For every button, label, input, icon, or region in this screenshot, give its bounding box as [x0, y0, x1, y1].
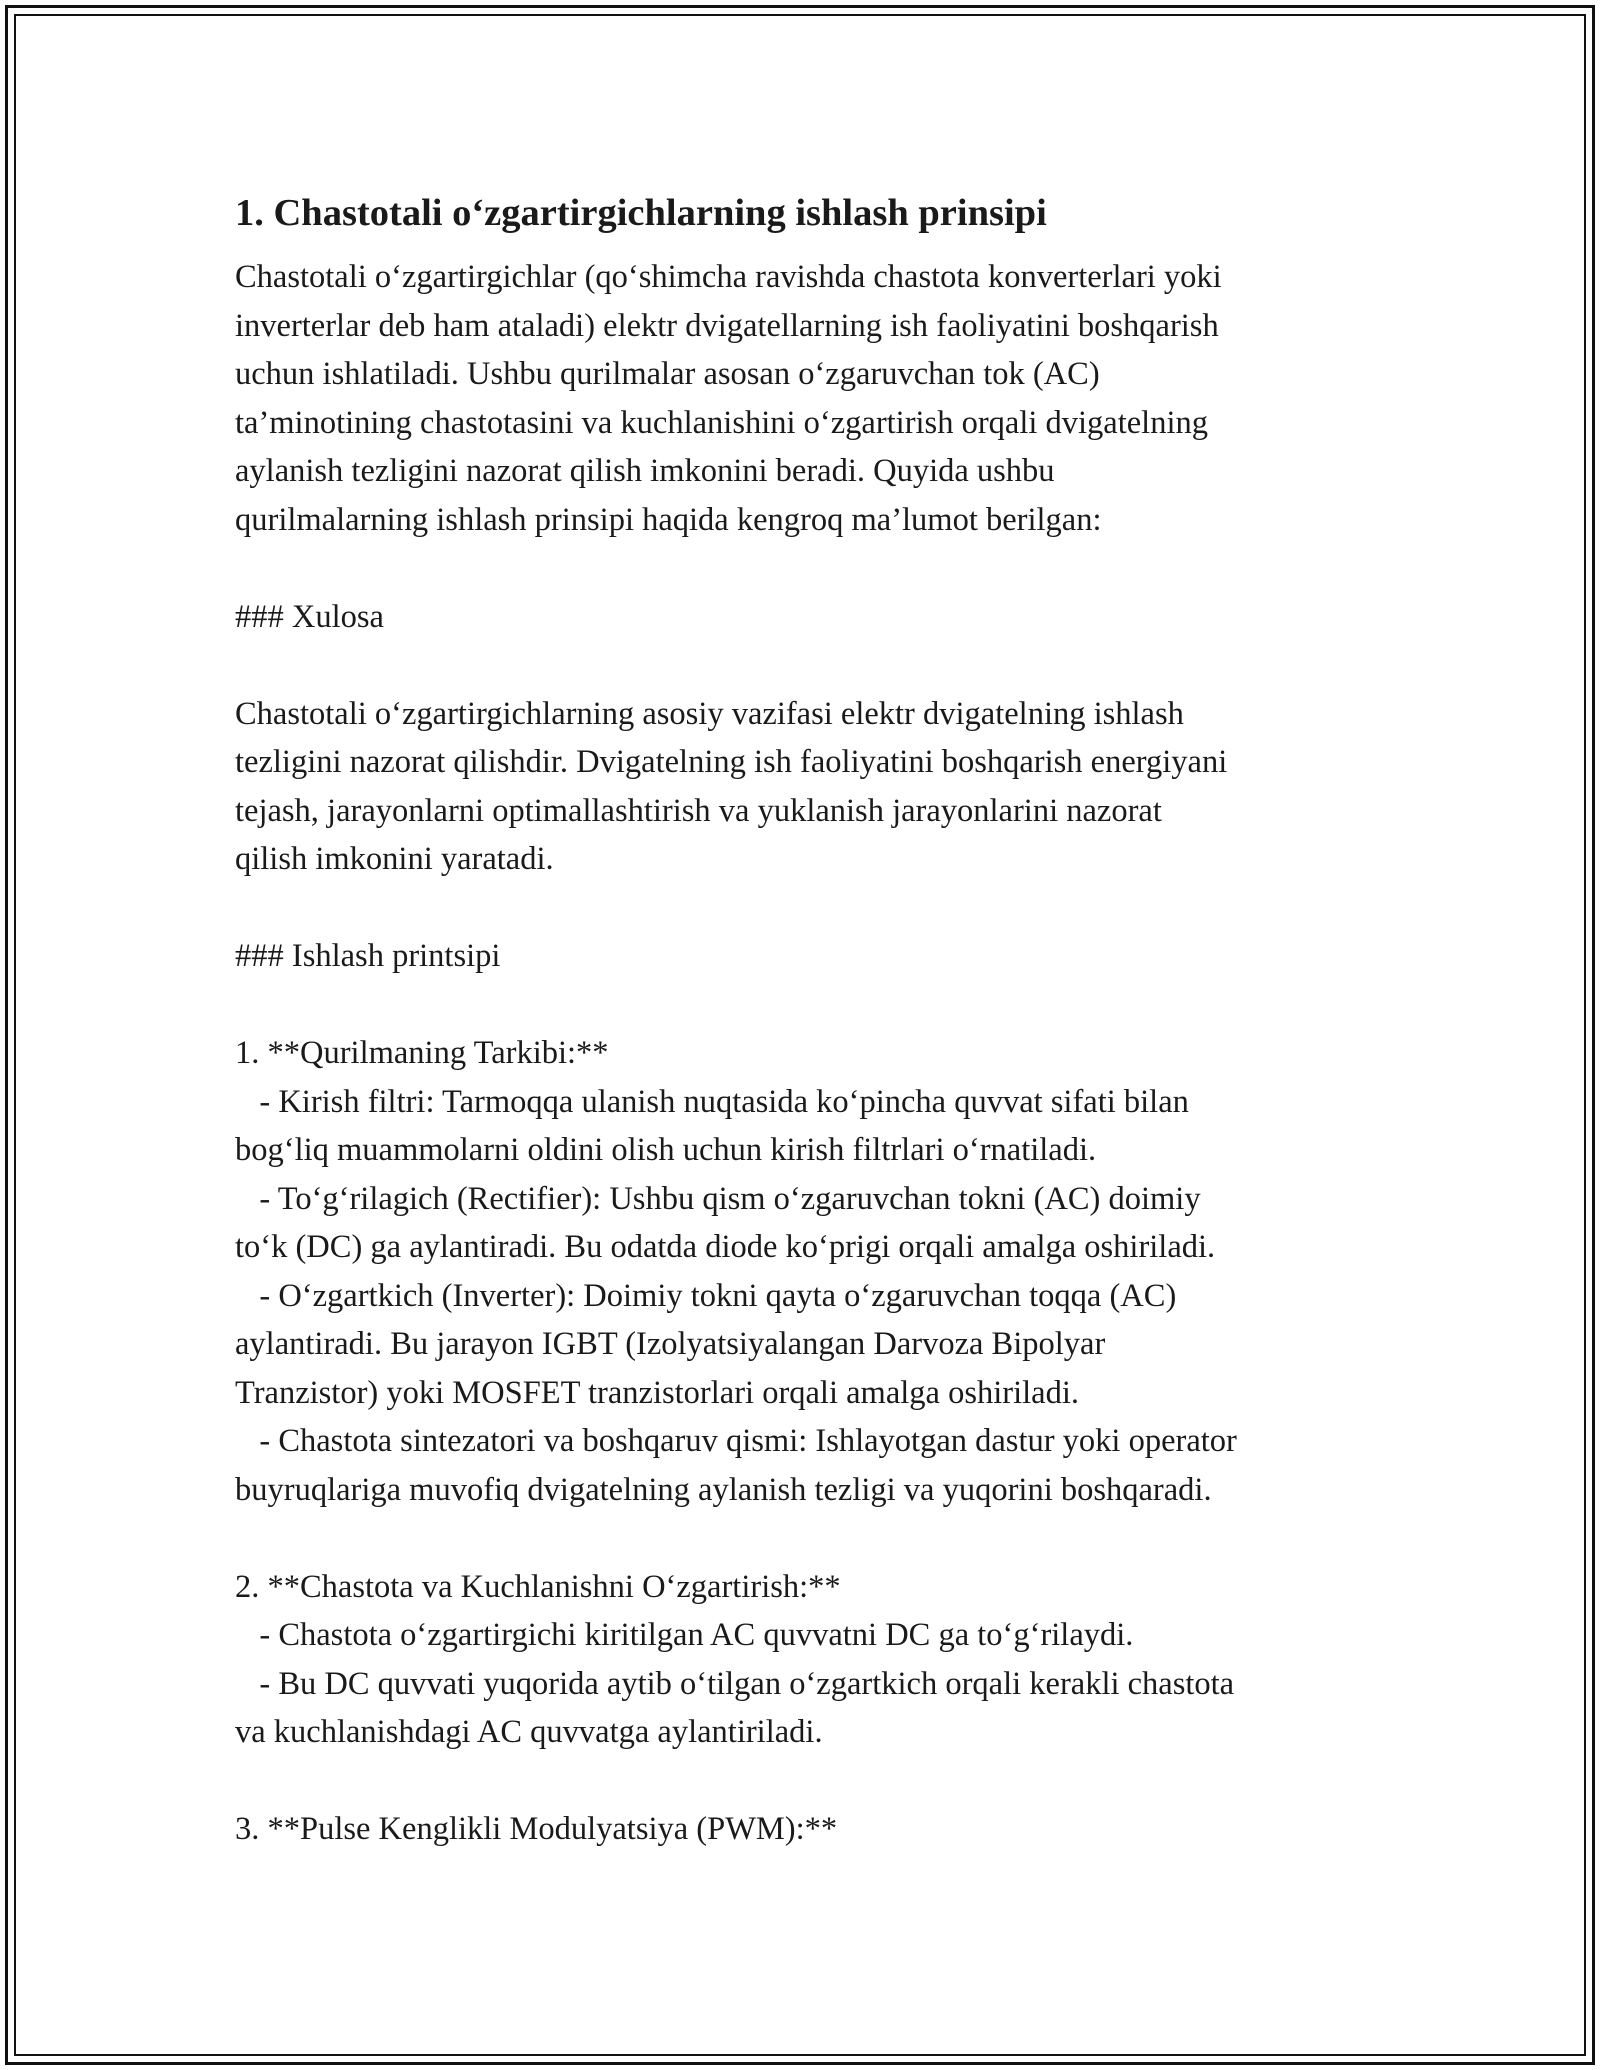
- document-body: Chastotali o‘zgartirgichlar (qo‘shimcha ravishda chastota konverterlari yoki inverterlar deb ham ataladi) elektr dvigatellarning ish faoliyatini boshqarish uchun ishlatiladi. Ushbu qurilmalar asosan o‘zgaruvchan tok (AC) ta’minotining chastotasini va kuchlanishini o‘zgartirish orqali dvigatelning aylanish tezligini nazorat qilish imkonini beradi. Quyida ushbu qurilmalarning ishlash prinsipi haqida kengroq ma’lumot berilgan: ### Xulosa Chastotali o‘zgartirgichlarning asosiy vazifasi elektr dvigatelning ishlash tezligini nazorat qilishdir. Dvigatelning ish faoliyatini boshqarish energiyani tejash, jarayonlarni optimallashtirish va yuklanish jarayonlarini nazorat qilish imkonini yaratadi. ### Ishlash printsipi 1. **Qurilmaning Tarkibi:** - Kirish filtri: Tarmoqqa ulanish nuqtasida ko‘pincha quvvat sifati bilan bog‘liq muammolarni oldini olish uchun kirish filtrlari o‘rnatiladi. - To‘g‘rilagich (Rectifier): Ushbu qism o‘zgaruvchan tokni (AC) doimiy to‘k (DC) ga aylantiradi. Bu odatda diode ko‘prigi orqali amalga oshiriladi. - O‘zgartkich (Inverter): Doimiy tokni qayta o‘zgaruvchan toqqa (AC) aylantiradi. Bu jarayon IGBT (Izolyatsiyalangan Darvoza Bipolyar Tranzistor) yoki MOSFET tranzistorlari orqali amalga oshiriladi. - Chastota sintezatori va boshqaruv qismi: Ishlayotgan dastur yoki operator buyruqlariga muvofiq dvigatelning aylanish tezligi va yuqorini boshqaradi. 2. **Chastota va Kuchlanishni O‘zgartirish:** - Chastota o‘zgartirgichi kiritilgan AC quvvatni DC ga to‘g‘rilaydi. - Bu DC quvvati yuqorida aytib o‘tilgan o‘zgartkich orqali kerakli chastota va kuchlanishdagi AC quvvatga aylantiriladi. 3. **Pulse Kenglikli Modulyatsiya (PWM):**: [235, 259, 1237, 1847]
- document-title: 1. Chastotali o‘zgartirgichlarning ishlash prinsipi: [235, 192, 1047, 234]
- document-content: [235, 185, 1375, 1854]
